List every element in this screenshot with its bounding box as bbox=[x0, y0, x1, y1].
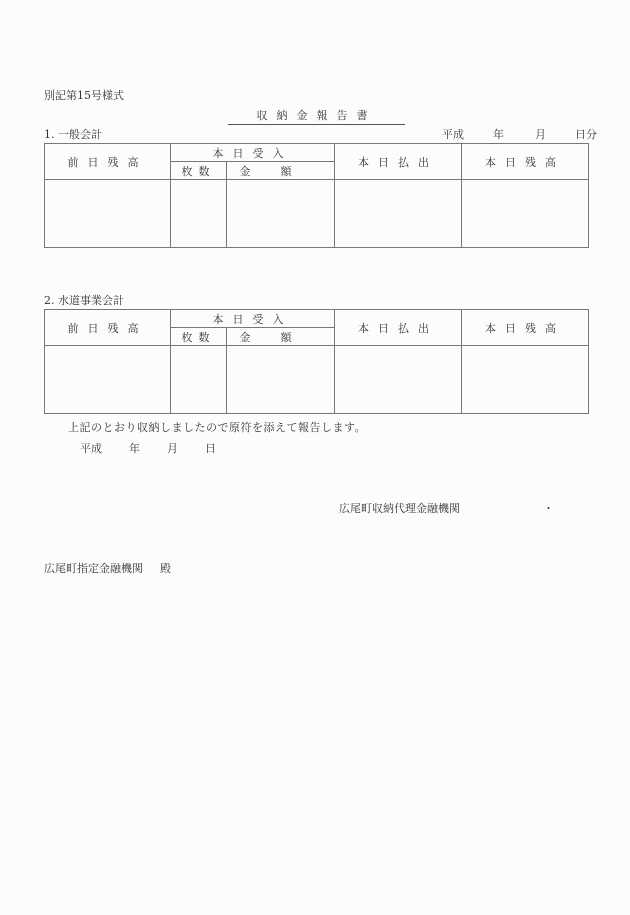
seal-mark: ・ bbox=[543, 502, 554, 515]
header-amount: 金額 bbox=[227, 328, 335, 346]
header-count: 枚数 bbox=[171, 162, 227, 180]
form-number: 別記第15号様式 bbox=[44, 89, 124, 102]
section-label-water: 2. 水道事業会計 bbox=[44, 294, 124, 307]
cell-amount[interactable] bbox=[227, 346, 335, 414]
month-label: 月 bbox=[167, 442, 178, 455]
era: 平成 bbox=[80, 442, 102, 455]
report-date bbox=[80, 440, 216, 456]
header-prev-balance: 前日残高 bbox=[45, 310, 171, 346]
addressee-bank: 広尾町指定金融機関 bbox=[44, 562, 143, 575]
cell-count[interactable] bbox=[171, 180, 227, 248]
cell-prev-balance[interactable] bbox=[45, 346, 171, 414]
agent-bank-label: 広尾町収納代理金融機関 bbox=[339, 502, 460, 515]
day-label: 日 bbox=[205, 442, 216, 455]
report-statement: 上記のとおり収納しましたので原符を添えて報告します。 bbox=[68, 421, 367, 434]
header-payments: 本日払出 bbox=[335, 144, 462, 180]
date-header bbox=[442, 126, 597, 142]
ledger-table-general bbox=[44, 143, 589, 248]
cell-amount[interactable] bbox=[227, 180, 335, 248]
day-part-label: 日分 bbox=[575, 128, 597, 141]
year-label: 年 bbox=[493, 128, 504, 141]
honorific: 殿 bbox=[160, 562, 171, 575]
era: 平成 bbox=[442, 128, 464, 141]
header-amount: 金額 bbox=[227, 162, 335, 180]
cell-today-balance[interactable] bbox=[462, 180, 589, 248]
ledger-table-water bbox=[44, 309, 589, 414]
table-row bbox=[45, 346, 589, 414]
document-title: 収納金報告書 bbox=[228, 107, 405, 125]
cell-payments[interactable] bbox=[335, 180, 462, 248]
header-receipts: 本日受入 bbox=[171, 144, 335, 162]
header-payments: 本日払出 bbox=[335, 310, 462, 346]
cell-today-balance[interactable] bbox=[462, 346, 589, 414]
header-receipts: 本日受入 bbox=[171, 310, 335, 328]
header-count: 枚数 bbox=[171, 328, 227, 346]
header-prev-balance: 前日残高 bbox=[45, 144, 171, 180]
month-label: 月 bbox=[535, 128, 546, 141]
cell-count[interactable] bbox=[171, 346, 227, 414]
year-label: 年 bbox=[129, 442, 140, 455]
addressee bbox=[44, 560, 171, 576]
header-today-balance: 本日残高 bbox=[462, 144, 589, 180]
cell-prev-balance[interactable] bbox=[45, 180, 171, 248]
cell-payments[interactable] bbox=[335, 346, 462, 414]
table-row bbox=[45, 180, 589, 248]
header-today-balance: 本日残高 bbox=[462, 310, 589, 346]
section-label-general: 1. 一般会計 bbox=[44, 128, 102, 141]
